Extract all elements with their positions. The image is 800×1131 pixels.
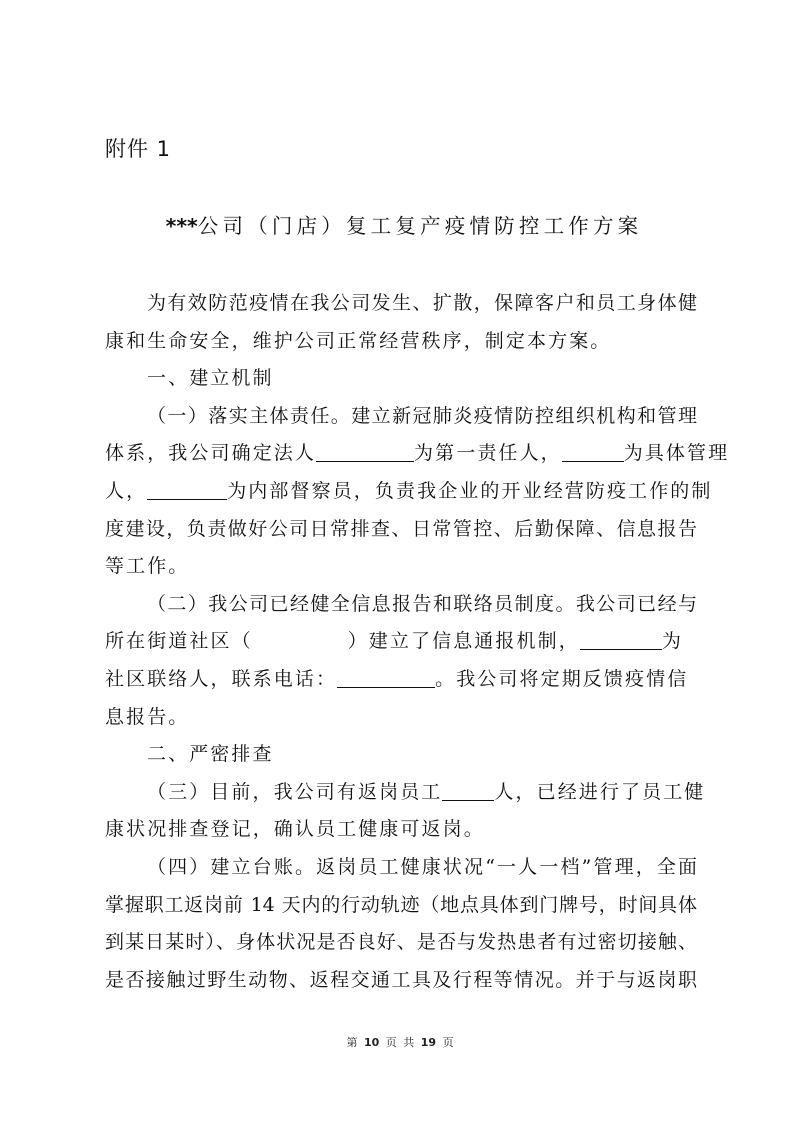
page-footer xyxy=(0,1035,800,1051)
intro-line-2: 康和生命安全，维护公司正常经营秩序，制定本方案。 xyxy=(105,329,612,352)
item-1-line-5: 等工作。 xyxy=(105,555,190,578)
item-3-line-2: 康状况排查登记，确认员工健康可返岗。 xyxy=(105,818,485,841)
item-2-line-3-text-b: 。我公司将定期反馈疫情信 xyxy=(435,667,689,690)
item-2-line-2-text-c: 为 xyxy=(661,630,683,653)
item-3-line-1-text-b: 人，已经进行了员工健 xyxy=(494,780,706,803)
item-1-line-2 xyxy=(105,435,730,473)
item-1-line-3-text-b: 为内部督察员，负责我企业的开业经营防疫工作的制 xyxy=(227,479,713,502)
item-4-line-4: 是否接触过野生动物、返程交通工具及行程等情况。并于与返岗职 xyxy=(105,968,697,991)
title-placeholder-stars: *** xyxy=(165,214,198,238)
item-2-line-4: 息报告。 xyxy=(105,705,190,728)
manager-blank[interactable] xyxy=(562,441,624,462)
inspector-blank[interactable] xyxy=(147,479,227,500)
item-3-line-1-text-a: （三）目前，我公司有返岗员工 xyxy=(147,780,443,803)
section-2-heading: 二、严密排查 xyxy=(147,743,274,766)
total-pages-number: 19 xyxy=(420,1036,437,1049)
attachment-label: 附件 1 xyxy=(105,137,172,161)
item-4-line-2: 掌握职工返岗前 14 天内的行动轨迹（地点具体到门牌号，时间具体 xyxy=(105,893,697,916)
item-2-line-2-text-b: ）建立了信息通报机制， xyxy=(347,630,580,653)
item-4-line-3: 到某日某时）、身体状况是否良好、是否与发热患者有过密切接触、 xyxy=(105,931,697,954)
item-2-line-1: （二）我公司已经健全信息报告和联络员制度。我公司已经与 xyxy=(147,592,697,615)
document-body xyxy=(105,285,730,999)
footer-prefix: 第 xyxy=(346,1036,358,1049)
item-1-line-4: 度建设，负责做好公司日常排查、日常管控、后勤保障、信息报告 xyxy=(105,517,697,540)
item-1-line-2-text-b: 为第一责任人， xyxy=(414,442,562,465)
title-text: 公司（门店）复工复产疫情防控工作方案 xyxy=(197,214,643,238)
item-1-line-3-text-a: 人， xyxy=(105,479,148,502)
document-title xyxy=(0,212,800,240)
returning-staff-count-blank[interactable] xyxy=(442,780,494,801)
item-4-line-1: （四）建立台账。返岗员工健康状况“一人一档”管理，全面 xyxy=(147,855,697,878)
item-3-line-1 xyxy=(105,774,706,812)
phone-blank[interactable] xyxy=(337,667,435,688)
item-2-line-2-text-a: 所在街道社区（ xyxy=(105,630,253,653)
footer-suffix: 页 xyxy=(442,1036,454,1049)
item-2-line-3-text-a: 社区联络人，联系电话： xyxy=(105,667,338,690)
item-1-line-1: （一）落实主体责任。建立新冠肺炎疫情防控组织机构和管理 xyxy=(147,404,697,427)
item-1-line-2-text-c: 为具体管理 xyxy=(623,442,730,465)
item-1-line-3 xyxy=(105,473,713,511)
section-1-heading: 一、建立机制 xyxy=(147,367,274,390)
intro-line-1: 为有效防范疫情在我公司发生、扩散，保障客户和员工身体健 xyxy=(147,292,697,314)
item-2-line-3 xyxy=(105,661,697,699)
footer-middle: 页 共 xyxy=(385,1036,415,1049)
item-1-line-2-text-a: 体系，我公司确定法人 xyxy=(105,442,317,465)
item-2-line-2 xyxy=(105,623,697,661)
current-page-number: 10 xyxy=(363,1036,380,1049)
legal-person-blank[interactable] xyxy=(316,441,414,462)
liaison-blank[interactable] xyxy=(580,629,662,650)
